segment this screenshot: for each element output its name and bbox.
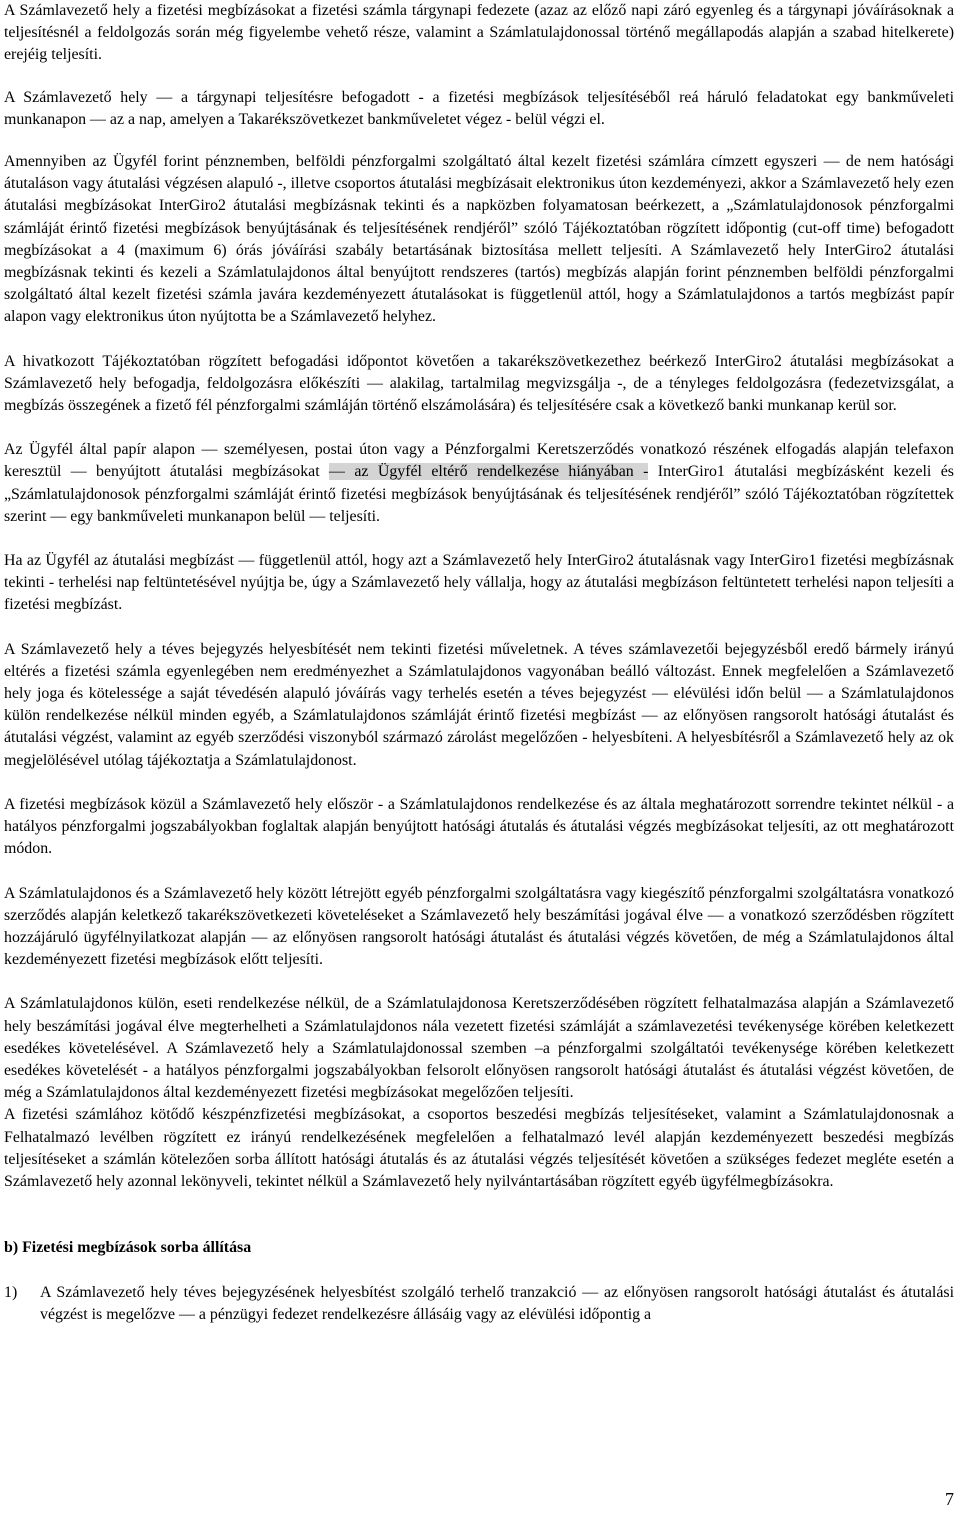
list-item bbox=[4, 1282, 954, 1326]
paragraph-5-part-2: InterGiro1 átutalási megbízásként kezeli és „Számlatulajdonosok pénzforgalmi számláját érintő fizetési megbízások benyújtásának és teljesítésének rendjéről” szóló Tájékoztatóban rögzítettek szerint ― egy bankműveleti munkanapon belül ― teljesíti. bbox=[4, 463, 954, 525]
list-item-text: A Számlavezető hely téves bejegyzésének helyesbítést szolgáló terhelő tranzakció ― az előnyösen rangsorolt hatósági átutalást és átutalási végzést is megelőzve ― a pénzügyi fedezet rendelkezésre állásáig vagy az elévülési időpontig a bbox=[40, 1284, 954, 1324]
paragraph-10: A Számlatulajdonos külön, eseti rendelkezése nélkül, de a Számlatulajdonosa Keretszerződésében rögzített felhatalmazása alapján a Számlavezető hely beszámítási jogával élve megterhelheti a Számlatulajdonos nála vezetett fizetési számláját a számlavezetési tevékenysége körében keletkezett esedékes követelésével. A Számlavezető hely a Számlatulajdonossal szemben –a pénzforgalmi szolgáltatói tevékenysége körében keletkezett esedékes követelését - a hatályos pénzforgalmi jogszabályokban felsorolt előnyösen rangsorolt hatósági átutalást és átutalási végzést követően, de még a Számlatulajdonos által kezdeményezett fizetési megbízásokat megelőzően teljesíti. bbox=[4, 995, 954, 1102]
section-heading: b) Fizetési megbízások sorba állítása bbox=[4, 1239, 252, 1257]
page-number: 7 bbox=[945, 1489, 954, 1509]
paragraph-8: A fizetési megbízások közül a Számlavezető hely először - a Számlatulajdonos rendelkezése és az általa meghatározott sorrendre tekintet nélkül - a hatályos pénzforgalmi jogszabályokban foglaltak alapján benyújtott hatósági átutalás és átutalási végzés megbízásokat teljesíti, az ott meghatározott módon. bbox=[4, 795, 954, 858]
paragraph-11: A fizetési számlához kötődő készpénzfizetési megbízásokat, a csoportos beszedési megbízás teljesítéseket, valamint a Számlatulajdonosnak a Felhatalmazó levélben rögzített ez irányú rendelkezésének megfelelően a felhatalmazó levél alapján kezdeményezett beszedési megbízás teljesítéseket a számlán kötelezően sorba állított hatósági átutalás és az átutalási végzés teljesítését követően a szükséges fedezet megléte esetén a Számlavezető hely azonnal lekönyveli, tekintet nélkül a Számlavezető hely nyilvántartásában rögzített egyéb ügyfélmegbízásokra. bbox=[4, 1106, 954, 1190]
paragraph-2: A Számlavezető hely ― a tárgynapi teljesítésre befogadott - a fizetési megbízások teljesítéséből reá háruló feladatokat egy bankműveleti munkanapon ― az a nap, amelyen a Takarékszövetkezet bankműveletet végez - belül végzi el. bbox=[4, 88, 954, 128]
list-item-number: 1) bbox=[4, 1284, 18, 1302]
paragraph-5-part-1: Az Ügyfél által papír alapon ― személyesen, postai úton vagy a Pénzforgalmi Keretszerződés vonatkozó részének elfogadás alapján telefaxon keresztül ― benyújtott átutalási megbízásokat bbox=[4, 441, 954, 481]
paragraph-1: A Számlavezető hely a fizetési megbízásokat a fizetési számla tárgynapi fedezete (azaz az előző napi záró egyenleg és a tárgynapi jóváírásoknak a teljesítésnél a feldolgozás során még figyelembe vehető része, valamint a Számlatulajdonossal történő megállapodás alapján a szabad hitelkerete) erejéig teljesíti. bbox=[4, 2, 954, 64]
paragraph-6: Ha az Ügyfél az átutalási megbízást ― függetlenül attól, hogy azt a Számlavezető hely InterGiro2 átutalásnak vagy InterGiro1 fizetési megbízásnak tekinti - terhelési nap feltüntetésével nyújtja be, úgy a Számlavezető hely vállalja, hogy az átutalási megbízáson feltüntetett terhelési napon teljesíti a fizetési megbízást. bbox=[4, 552, 954, 614]
paragraph-9: A Számlatulajdonos és a Számlavezető hely között létrejött egyéb pénzforgalmi szolgáltatásra vagy kiegészítő pénzforgalmi szolgáltatásra vonatkozó szerződés alapján keletkező takarékszövetkezeti követeléseket a Számlavezető hely beszámítási jogával élve ― a vonatkozó szerződésben rögzített hozzájáruló ügyfélnyilatkozat alapján ― az előnyösen rangsorolt hatósági átutalást és átutalási végzés követően, de még a Számlatulajdonos által kezdeményezett fizetési megbízások előtt teljesíti. bbox=[4, 884, 954, 969]
document-page bbox=[4, 0, 954, 1327]
paragraph-4: A hivatkozott Tájékoztatóban rögzített befogadási időpontot követően a takarékszövetkezethez beérkező InterGiro2 átutalási megbízásokat a Számlavezető hely befogadja, feldolgozásra előkészíti ― alakilag, tartalmilag megvizsgálja -, de a tényleges feldolgozásra (fedezetvizsgálat, a megbízás összegének a fizető fél pénzforgalmi számláján történő elszámolására) és teljesítésére csak a következő banki munkanap kerül sor. bbox=[4, 352, 954, 415]
paragraph-5 bbox=[4, 439, 954, 528]
paragraph-3: Amennyiben az Ügyfél forint pénznemben, belföldi pénzforgalmi szolgáltató által kezelt fizetési számlára címzett egyszeri ― de nem hatósági átutaláson vagy átutalási végzésen alapuló -, illetve csoportos átutalási megbízásait elektronikus úton kezdeményezi, akkor a Számlavezető hely ezen átutalási megbízásokat InterGiro2 átutalási megbízásnak tekinti és a napközben folyamatosan beérkezett, a „Számlatulajdonosok pénzforgalmi számláját érintő fizetési megbízások benyújtásának és teljesítésének rendjéről” szóló Tájékoztatóban rögzített időpontig (cut-off time) befogadott megbízásokat a 4 (maximum 6) órás jóváírási szabály betartásának biztosítása mellett teljesíti. A Számlavezető hely InterGiro2 átutalási megbízásnak tekinti és kezeli a Számlatulajdonos által benyújtott rendszeres (tartós) megbízás alapján forint pénznemben belföldi pénzforgalmi szolgáltató által kezelt fizetési számla javára kezdeményezett átutalásokat is függetlenül attól, hogy a Számlatulajdonos a tartós megbízást papír alapon vagy elektronikus úton nyújtotta be a Számlavezető helyhez. bbox=[4, 153, 954, 326]
paragraph-7: A Számlavezető hely a téves bejegyzés helyesbítését nem tekinti fizetési műveletnek. A téves számlavezetői bejegyzésből eredő bármely irányú eltérés a fizetési számla egyenlegében nem eredményezhet a Számlatulajdonos vagyonában beálló változást. Ennek megfelelően a Számlavezető hely joga és kötelessége a saját tévedésén alapuló jóváírás vagy terhelés esetén a téves bejegyzést ― elévülési időn belül ― a Számlatulajdonos külön rendelkezése nélkül minden egyéb, a Számlatulajdonos számláját érintő fizetési megbízást ― az előnyösen rangsorolt hatósági átutalást és átutalási végzést, valamint az egyéb szerződési viszonyból származó zárolást megelőzően - helyesbíteni. A helyesbítésről a Számlavezető hely az ok megjelölésével utólag tájékoztatja a Számlatulajdonost. bbox=[4, 640, 954, 769]
highlighted-text: ― az Ügyfél eltérő rendelkezése hiányában - bbox=[329, 463, 649, 481]
